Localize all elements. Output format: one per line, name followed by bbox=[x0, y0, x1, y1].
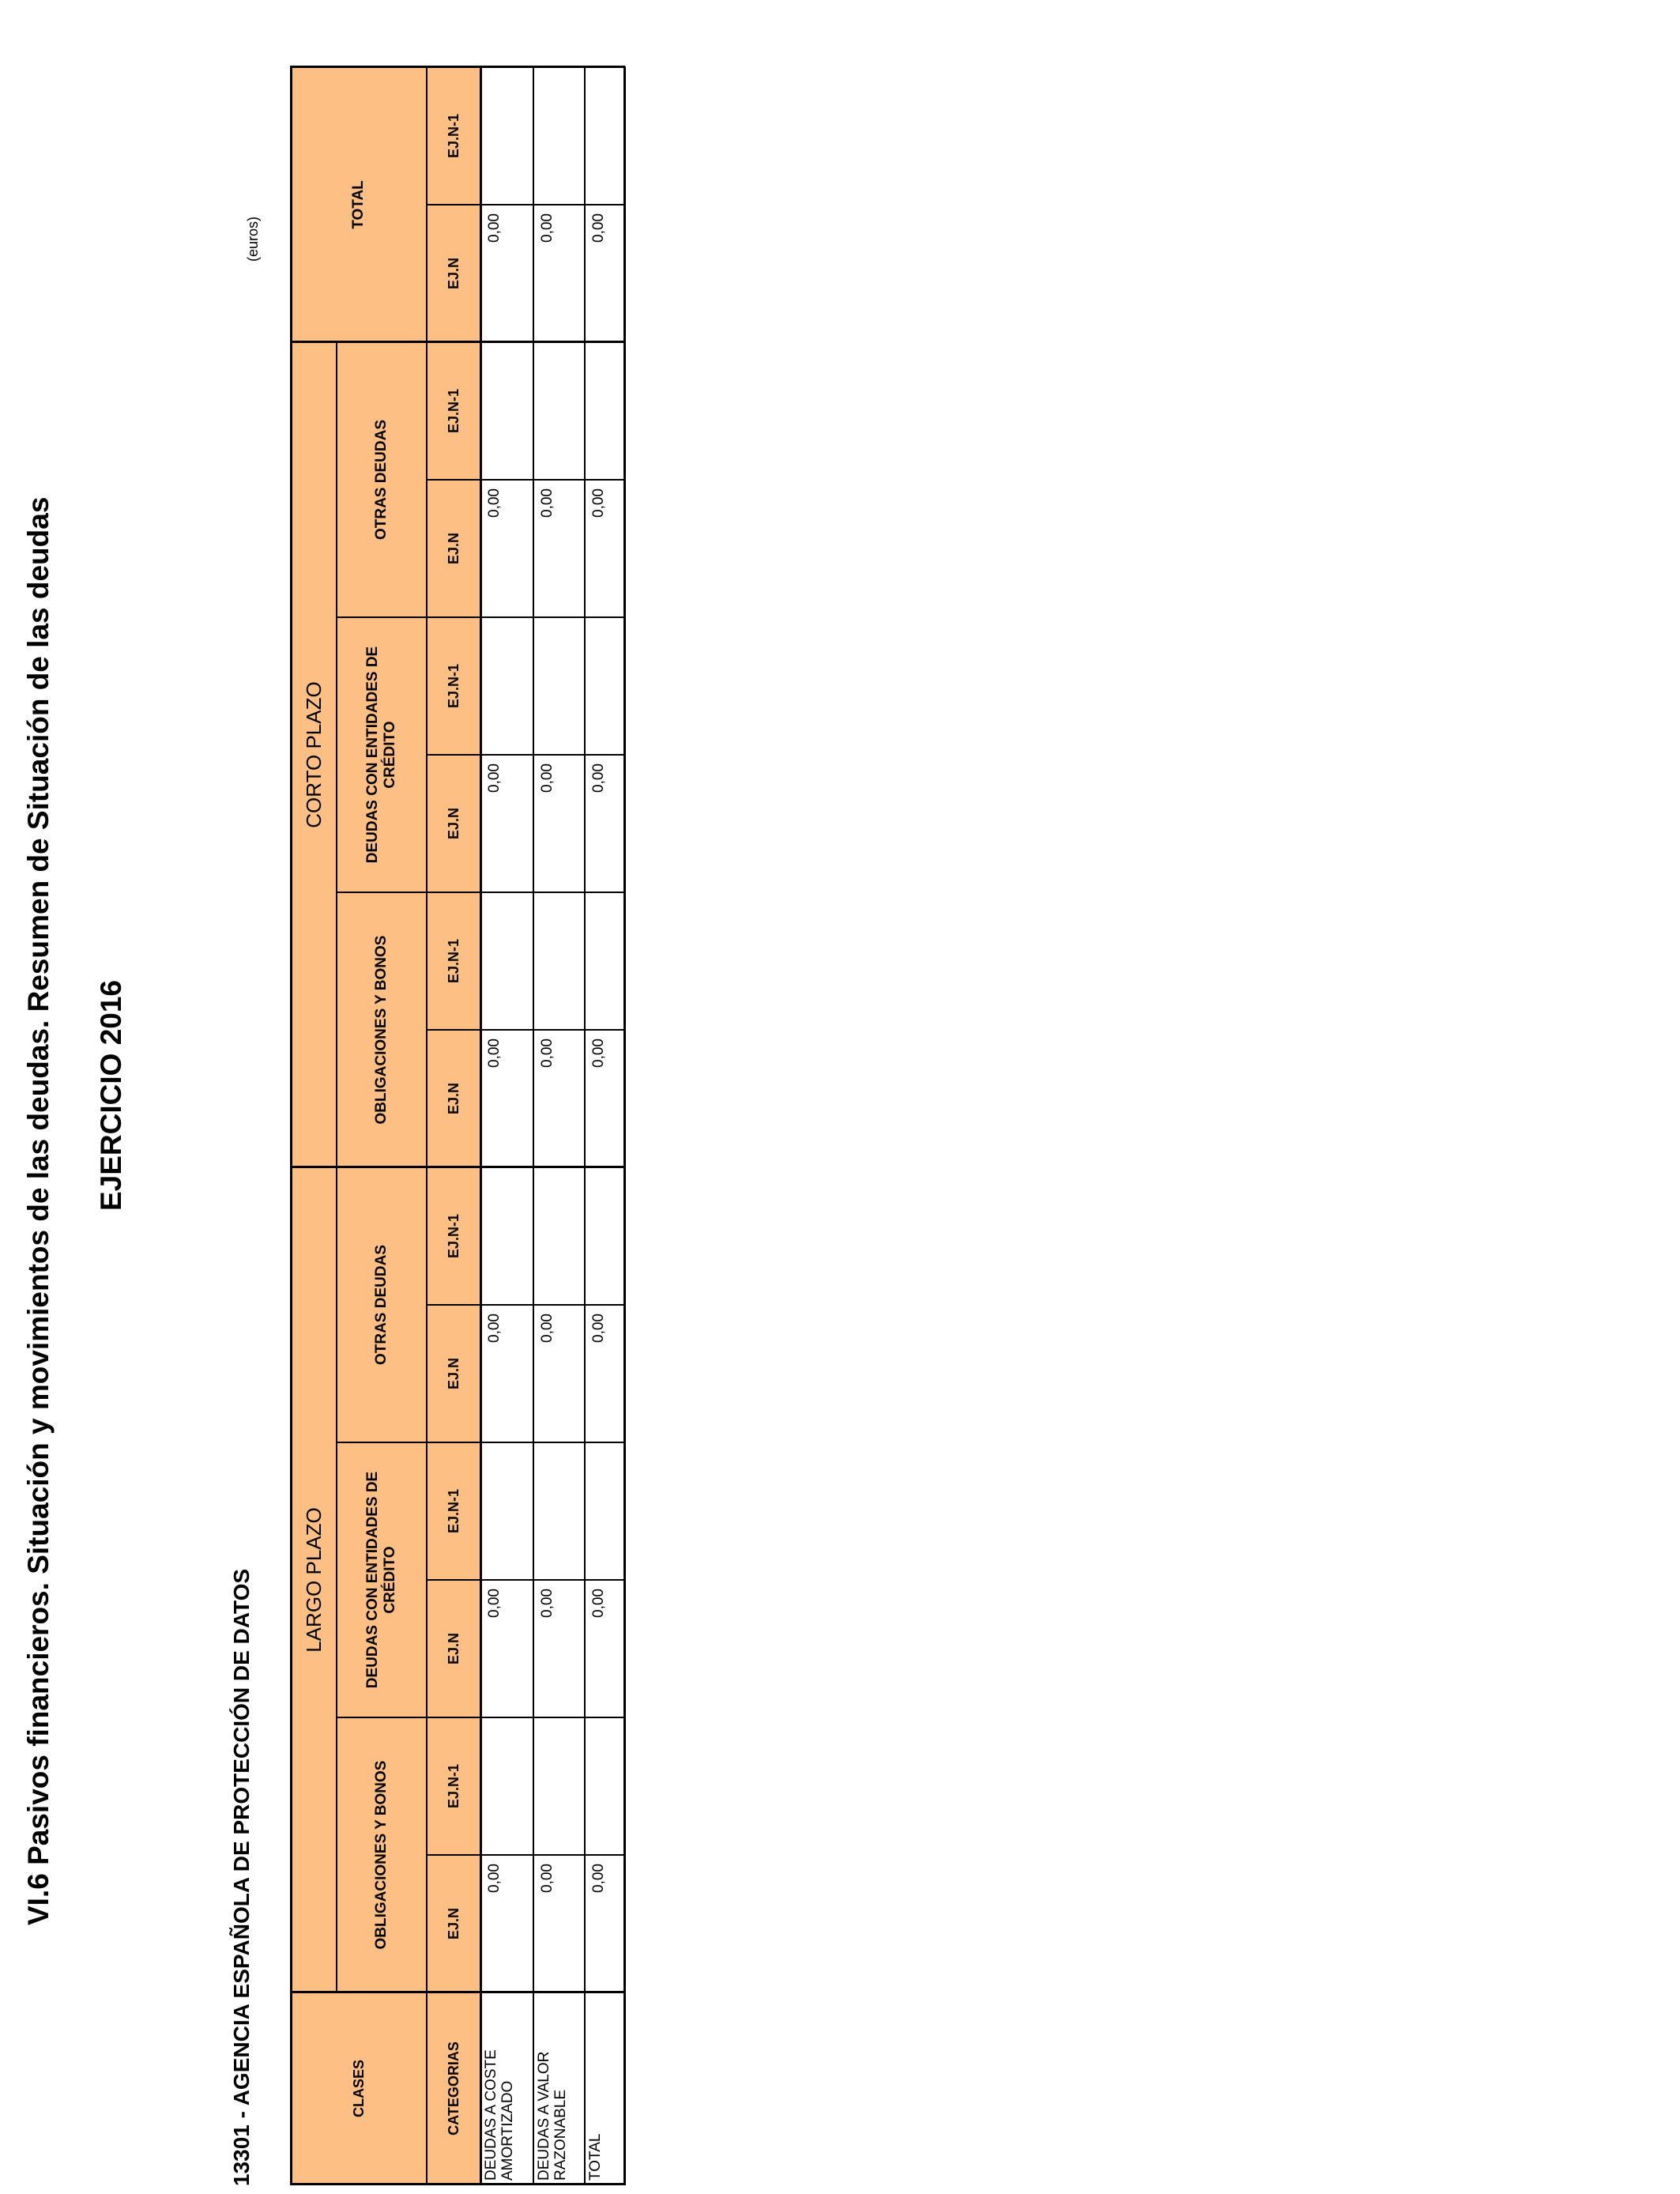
value-cell bbox=[480, 892, 533, 1030]
value-cell bbox=[533, 67, 585, 205]
year-label: EJ.N bbox=[427, 205, 480, 342]
value-cell bbox=[533, 1167, 585, 1305]
value-cell bbox=[585, 67, 624, 205]
value-cell bbox=[585, 1442, 624, 1580]
value-cell bbox=[533, 892, 585, 1030]
value-cell: 0,00 bbox=[480, 480, 533, 617]
value-cell bbox=[480, 1442, 533, 1580]
value-cell bbox=[480, 1717, 533, 1855]
year-label: EJ.N bbox=[427, 1855, 480, 1992]
document-title: VI.6 Pasivos financieros. Situación y movimientos de las deudas. Resumen de Situación de las deudas bbox=[22, 496, 55, 1925]
year-label: EJ.N-1 bbox=[427, 342, 480, 480]
value-cell: 0,00 bbox=[480, 755, 533, 892]
value-cell bbox=[533, 617, 585, 755]
value-cell: 0,00 bbox=[533, 205, 585, 342]
group-separator bbox=[291, 1991, 624, 1993]
value-cell bbox=[585, 342, 624, 480]
subgroup-header: OTRAS DEUDAS bbox=[337, 342, 427, 617]
value-cell: 0,00 bbox=[585, 1305, 624, 1442]
clases-header: CLASES bbox=[291, 1992, 427, 2185]
value-cell: 0,00 bbox=[533, 1030, 585, 1167]
year-label: EJ.N bbox=[427, 755, 480, 892]
value-cell bbox=[533, 1442, 585, 1580]
value-cell bbox=[480, 67, 533, 205]
value-cell: 0,00 bbox=[480, 205, 533, 342]
row-label: DEUDAS A COSTE AMORTIZADO bbox=[480, 1992, 533, 2185]
value-cell: 0,00 bbox=[480, 1855, 533, 1992]
value-cell: 0,00 bbox=[585, 1030, 624, 1167]
entity-name: 13301 - AGENCIA ESPAÑOLA DE PROTECCIÓN DE DATOS bbox=[229, 1568, 254, 2186]
value-cell: 0,00 bbox=[533, 1305, 585, 1442]
group-separator bbox=[291, 341, 624, 343]
value-cell: 0,00 bbox=[480, 1030, 533, 1167]
value-cell: 0,00 bbox=[585, 1580, 624, 1717]
year-label: EJ.N-1 bbox=[427, 1717, 480, 1855]
value-cell: 0,00 bbox=[480, 1580, 533, 1717]
subgroup-header: DEUDAS CON ENTIDADES DE CRÉDITO bbox=[337, 617, 427, 892]
value-cell bbox=[533, 342, 585, 480]
value-cell: 0,00 bbox=[585, 205, 624, 342]
value-cell bbox=[480, 1167, 533, 1305]
row-label: TOTAL bbox=[585, 1992, 624, 2185]
year-label: EJ.N bbox=[427, 1580, 480, 1717]
group-header: LARGO PLAZO bbox=[291, 1167, 337, 1992]
subgroup-header: OBLIGACIONES Y BONOS bbox=[337, 892, 427, 1167]
year-label: EJ.N-1 bbox=[427, 1442, 480, 1580]
units-label: (euros) bbox=[245, 216, 261, 262]
row-label: DEUDAS A VALOR RAZONABLE bbox=[533, 1992, 585, 2185]
subgroup-header: OBLIGACIONES Y BONOS bbox=[337, 1717, 427, 1992]
table-border-left bbox=[290, 2183, 625, 2185]
value-cell bbox=[585, 617, 624, 755]
table-border-bottom bbox=[623, 66, 626, 2185]
value-cell: 0,00 bbox=[533, 755, 585, 892]
table-border-right bbox=[290, 66, 625, 68]
value-cell bbox=[585, 1717, 624, 1855]
value-cell bbox=[585, 1167, 624, 1305]
value-cell: 0,00 bbox=[533, 480, 585, 617]
year-label: EJ.N bbox=[427, 1030, 480, 1167]
subgroup-header: OTRAS DEUDAS bbox=[337, 1167, 427, 1442]
group-separator bbox=[291, 1166, 624, 1168]
value-cell bbox=[533, 1717, 585, 1855]
year-label: EJ.N-1 bbox=[427, 617, 480, 755]
value-cell: 0,00 bbox=[585, 480, 624, 617]
subgroup-header: TOTAL bbox=[291, 67, 427, 342]
group-header: CORTO PLAZO bbox=[291, 342, 337, 1167]
value-cell bbox=[585, 892, 624, 1030]
table-border-top bbox=[290, 66, 292, 2185]
subgroup-header: DEUDAS CON ENTIDADES DE CRÉDITO bbox=[337, 1442, 427, 1717]
categorias-header: CATEGORIAS bbox=[427, 1992, 480, 2185]
header-body-separator bbox=[480, 66, 482, 2185]
value-cell: 0,00 bbox=[585, 755, 624, 892]
value-cell: 0,00 bbox=[533, 1855, 585, 1992]
year-label: EJ.N-1 bbox=[427, 892, 480, 1030]
year-label: EJ.N bbox=[427, 1305, 480, 1442]
value-cell bbox=[480, 342, 533, 480]
year-label: EJ.N-1 bbox=[427, 67, 480, 205]
value-cell: 0,00 bbox=[585, 1855, 624, 1992]
value-cell: 0,00 bbox=[480, 1305, 533, 1442]
value-cell: 0,00 bbox=[533, 1580, 585, 1717]
value-cell bbox=[480, 617, 533, 755]
year-label: EJ.N-1 bbox=[427, 1167, 480, 1305]
document-subtitle: EJERCICIO 2016 bbox=[95, 979, 127, 1212]
year-label: EJ.N bbox=[427, 480, 480, 617]
